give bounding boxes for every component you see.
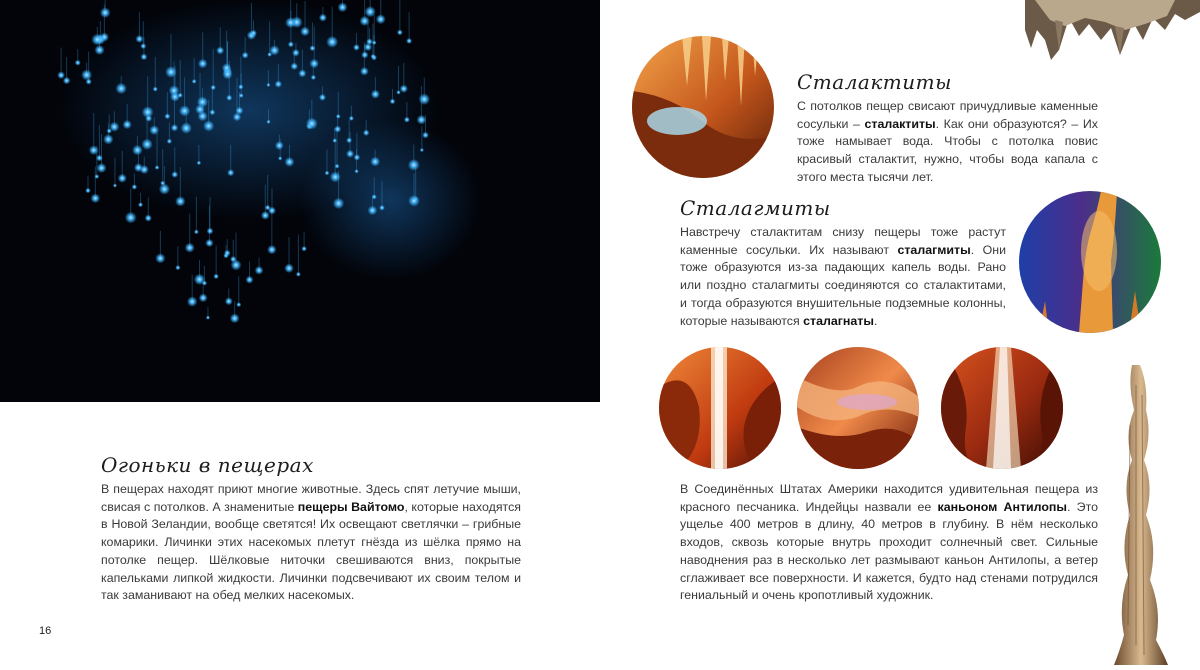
glow-dot [349,116,354,121]
glow-dot [335,164,340,169]
glow-dot [334,126,341,133]
glow-dot [319,94,326,101]
glow-section-heading: Огоньки в пещерах [101,453,314,477]
stalagmites-text-bold: сталагмиты [897,242,971,257]
glow-dot [261,211,270,220]
glow-dot [115,83,126,94]
glow-dot [346,137,352,143]
stalactites-text-part: . Как они образуются? – Их тоже намывает вода. Чтобы с потолка повис красивый сталактит, нужно, чтобы вода капала с этого места тысячи лет. [797,116,1098,184]
glow-dot [224,250,231,257]
glow-dot [94,174,99,179]
stalagmites-text-part: Навстречу сталактитам снизу пещеры тоже растут каменные сосульки. Их называют [680,225,1006,257]
glow-dot [267,52,272,57]
glow-dot [91,193,101,203]
glow-dot [96,163,106,173]
glow-dot [319,14,327,22]
glow-dot [155,253,165,263]
glow-dot [404,117,410,123]
glow-dot [390,99,396,105]
glow-dot [118,174,127,183]
glow-dot [325,171,330,176]
glow-dot [132,145,143,156]
glow-dot [420,148,424,152]
stalagmites-heading: Сталагмиты [680,196,831,220]
glow-dot [406,38,412,44]
glow-dot [285,17,296,28]
glow-dot [379,205,385,211]
glow-dot [134,163,143,172]
glow-dot [175,196,185,206]
glow-dot [135,35,143,43]
glow-section-text [101,481,521,605]
glow-dot [180,122,191,133]
glow-dot [230,256,237,263]
glow-dot [63,77,71,85]
glow-dot [267,245,276,254]
glow-dot [185,243,195,253]
stalagmites-text-part: . Они тоже образуются из-за падающих капель воды. Рано или поздно сталагмиты соединяются со сталактитами, и тогда образуются внушительные подземные колонны, которые называются [680,242,1006,328]
glow-dot [326,36,338,48]
stalagmite-column-cutout-photo [1110,365,1170,665]
antelope-text-part: В Соединённых Штатах Америки находится удивительная пещера из красного песчаника. Индейцы назвали ее [680,482,1098,514]
glow-dot [230,313,240,323]
glow-dot [400,85,408,93]
stalagmites-text-part: . [873,313,878,328]
glow-dot [255,266,264,275]
glow-dot [94,45,104,55]
glow-dot [138,202,143,207]
glow-dot [198,59,208,69]
glow-dot [199,293,208,302]
stalactite-cutout-photo [1025,0,1200,95]
glow-dot [85,188,90,193]
antelope-canyon-photo-1 [659,347,781,469]
glow-dot [266,120,270,124]
glow-dot [360,67,369,76]
glow-dot [338,2,348,12]
glow-dot [353,44,360,51]
glow-dot [125,212,137,224]
glow-dot [225,297,233,305]
glow-dot [167,139,172,144]
glow-dot [109,122,119,132]
glow-dot [296,272,301,277]
glow-dot [153,87,158,92]
glow-dot [145,115,152,122]
antelope-canyon-photo-2 [797,347,919,469]
glow-dot [333,198,344,209]
stalactites-text-bold: сталактиты [864,116,936,131]
glow-dot [203,120,214,131]
glow-dot [284,263,294,273]
glow-dot [89,145,99,155]
glow-dot [179,105,190,116]
glow-dot [364,43,372,51]
glow-dot [75,60,81,66]
glow-dot [300,27,310,37]
glow-text-part: , которые находятся в Новой Зеландии, вообще светятся! Их освещают светлячки – грибные комарики. Личинки этих насекомых плетут гнёзда из шёлка прямо на потолке пещер. Шёлковые ниточки свешиваются вниз, покрытые капельками липкой жидкости. Личинки подсвечивают их своим телом и так заманивают на обед мелких насекомых. [101,499,521,603]
glow-dot [165,66,177,78]
glow-dot [140,43,146,49]
glow-dot [361,51,368,58]
glow-dot [309,59,319,69]
glow-dot [209,109,215,115]
glow-dot [332,138,337,143]
glow-dot [330,171,341,182]
glow-dot [371,90,380,99]
glow-dot [292,49,300,57]
glow-dot [346,150,354,158]
glow-dot [213,274,218,279]
glow-text-bold: пещеры Вайтомо [297,499,405,514]
glow-dot [205,239,213,247]
stalactites-photo [632,36,774,178]
glow-dot [365,6,376,17]
glowworm-illustration [0,0,600,402]
glow-dot [298,69,306,77]
glow-dot [197,161,201,165]
glow-dot [100,7,111,18]
glow-dot [246,276,254,284]
stalactites-text [797,98,1098,187]
glow-dot [268,207,276,215]
antelope-text-part: . Это ущелье 400 метров в длину, 40 метров в глубину. В нём несколько входов, сквозь которые внутрь проходит солнечный свет. Сильные наводнения раз в несколько лет размывают каньон Антилопы, а ветер сглаживает все поверхности. И кажется, будто над стенами потрудился гениальный и очень кропотливый художник. [680,499,1098,603]
glow-dot [371,54,376,59]
glow-dot [233,113,241,121]
glow-dot [284,157,294,167]
glow-dot [418,93,430,105]
glow-dot [206,316,210,320]
glow-dot [372,194,377,199]
stalactites-heading: Сталактиты [797,70,952,94]
glow-dot [187,296,198,307]
glow-dot [96,155,103,162]
glow-dot [210,85,216,91]
glow-dot [192,79,197,84]
glow-dot [132,184,137,189]
antelope-canyon-photo-3 [941,347,1063,469]
glow-dot [408,195,420,207]
glow-dot [141,139,152,150]
glow-dot [250,30,257,37]
glow-dot [171,171,178,178]
glow-dot [164,113,170,119]
glow-dot [202,280,207,285]
stalagmites-photo [1019,191,1161,333]
glow-dot [195,104,205,114]
glow-text-part: В пещерах находят приют многие животные. Здесь спят летучие мыши, свисая с потолков. А знаменитые [101,482,521,514]
glow-dot [207,228,214,235]
glow-dot [396,90,400,94]
glow-dot [363,130,369,136]
glow-dot [81,69,92,80]
glow-dot [149,125,159,135]
glow-dot [216,47,224,55]
glow-dot [301,246,306,251]
glow-dot [57,71,65,79]
glow-dot [155,165,160,170]
glow-dot [354,169,358,173]
glow-dot [417,115,427,125]
glow-dot [368,206,378,216]
glow-dot [370,157,380,167]
glow-dot [354,154,360,160]
glow-dot [103,134,113,144]
glow-dot [336,114,341,119]
glow-dot [275,141,284,150]
glow-dot [238,84,243,89]
glow-dot [226,95,232,101]
glow-dot [408,159,420,171]
glow-dot [123,120,132,129]
glow-dot [171,124,178,131]
glow-dot [113,184,117,188]
glow-dot [290,62,298,70]
page-number: 16 [39,625,52,637]
glow-dot [309,45,315,51]
glowworm-cave-photo [0,0,600,402]
glow-dot [422,132,429,139]
glow-dot [242,52,249,59]
stalactites-text-part: С потолков пещер свисают причудливые каменные сосульки – [797,99,1098,131]
antelope-text-bold: каньоном Антилопы [937,499,1067,514]
glow-dot [311,75,316,80]
glow-dot [169,85,180,96]
glow-dot [236,302,241,307]
glow-dot [194,230,199,235]
glow-dot [306,118,318,130]
glow-dot [227,169,234,176]
glow-dot [145,214,152,221]
glow-dot [175,265,180,270]
glow-dot [239,93,244,98]
glow-dot [288,41,294,47]
glow-dot [140,53,147,60]
glow-dot [359,16,369,26]
glow-dot [91,34,103,46]
glow-dot [86,79,92,85]
stalagmites-text [680,224,1006,330]
glow-dot [222,69,232,79]
glow-dot [278,156,282,160]
glow-dot [159,183,170,194]
glow-dot [266,83,270,87]
glow-dot [275,80,282,87]
antelope-canyon-text [680,481,1098,605]
glow-dot [376,14,386,24]
stalagmites-text-bold: сталагнаты [803,313,874,328]
glow-dot [397,30,403,36]
